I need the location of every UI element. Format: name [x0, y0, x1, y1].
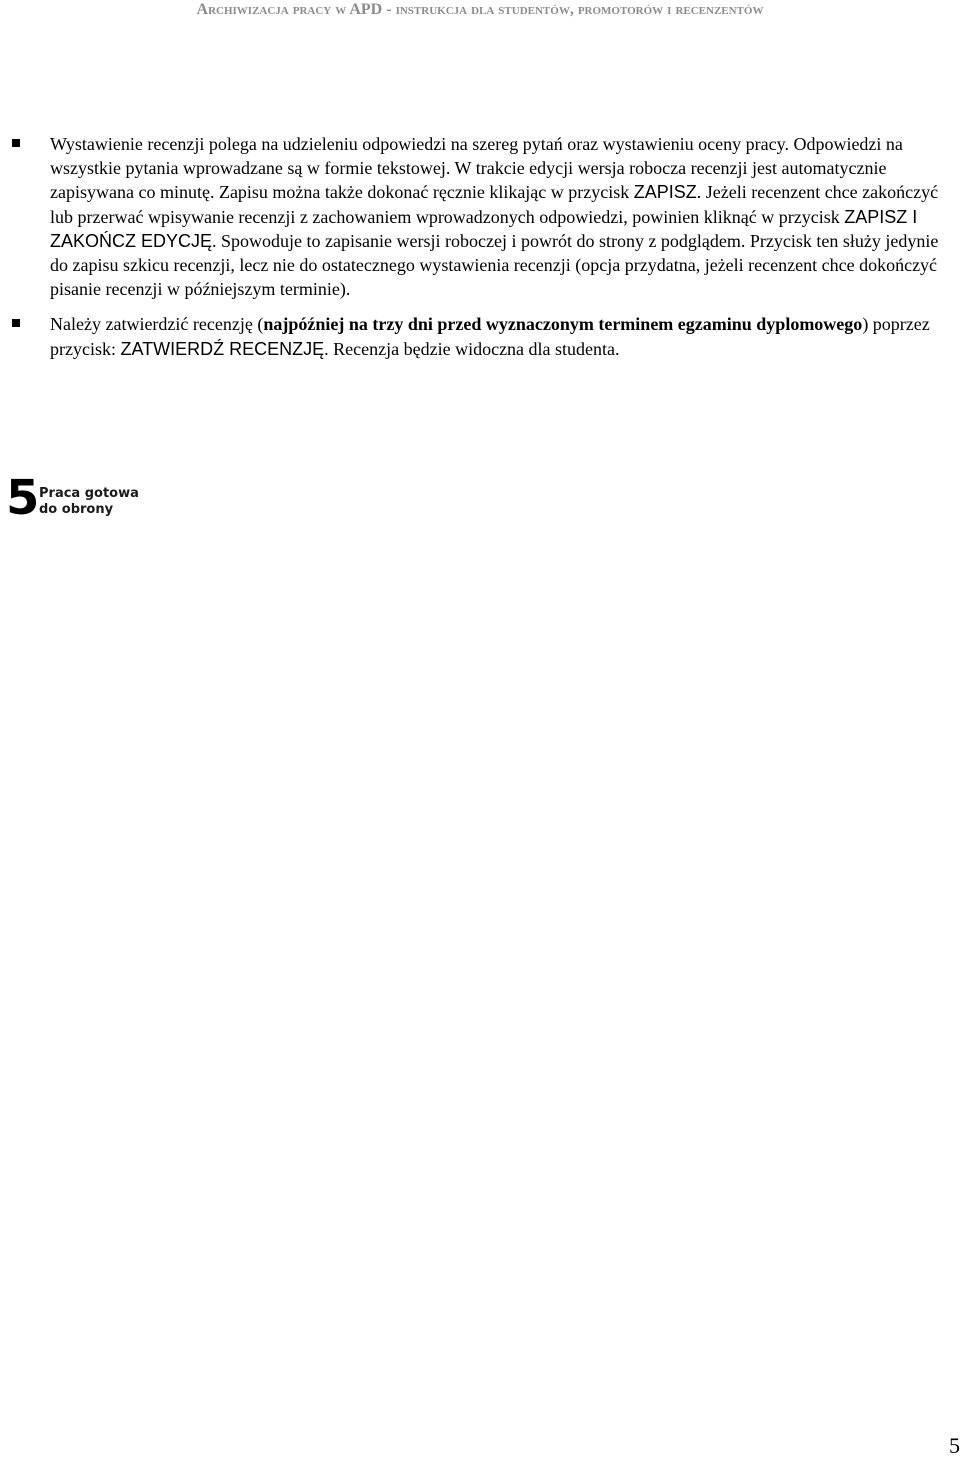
- list-item: [0, 132, 960, 301]
- step-caption-line: do obrony: [39, 502, 114, 517]
- paragraph-text: . Jeżeli recenzent chce zakończyć lub przerwać wpisywanie recenzji z zachowaniem wprowadzonych odpowiedzi, powinien kliknąć w przycisk: [50, 182, 939, 227]
- paragraph-text: Należy zatwierdzić recenzję (: [50, 314, 264, 335]
- step-caption: [39, 486, 139, 518]
- instruction-list: [0, 132, 960, 361]
- square-bullet-icon: [12, 139, 20, 147]
- paragraph-text: ) poprzez przycisk:: [50, 314, 930, 359]
- zatwierdz-recenzje-button-name: ZATWIERDŹ RECENZJĘ: [120, 338, 325, 359]
- step-number: 5: [6, 470, 40, 526]
- step-five-logo: [6, 470, 156, 526]
- square-bullet-icon: [12, 319, 20, 327]
- deadline-emphasis: najpóźniej na trzy dni przed wyznaczonym terminem egzaminu dyplomowego: [263, 314, 863, 335]
- zapisz-i-zakoncz-button-name: ZAPISZ I ZAKOŃCZ EDYCJĘ: [50, 206, 918, 251]
- zapisz-button-name: ZAPISZ: [633, 182, 697, 203]
- paragraph-text: . Spowoduje to zapisanie wersji roboczej i powrót do strony z podglądem. Przycisk ten służy jedynie do zapisu szkicu recenzji, lecz nie do ostatecznego wystawienia recenzji (opcja przydatna, jeżeli recenzent chce dokończyć pisanie recenzji w późniejszym terminie).: [50, 230, 939, 300]
- step-caption-line: Praca gotowa: [39, 486, 139, 501]
- paragraph-text: . Recenzja będzie widoczna dla studenta.: [324, 338, 620, 359]
- page-number: 5: [949, 1433, 960, 1458]
- list-item: [0, 312, 960, 360]
- paragraph-text: Wystawienie recenzji polega na udzieleniu odpowiedzi na szereg pytań oraz wystawieniu oceny pracy. Odpowiedzi na wszystkie pytania wprowadzane są w formie tekstowej. W trakcie edycji wersja robocza recenzji jest automatycznie zapisywana co minutę. Zapisu można także dokonać ręcznie klikając w przycisk: [50, 134, 903, 203]
- running-header: Archiwizacja pracy w APD - instrukcja dla studentów, promotorów i recenzentów: [196, 1, 764, 18]
